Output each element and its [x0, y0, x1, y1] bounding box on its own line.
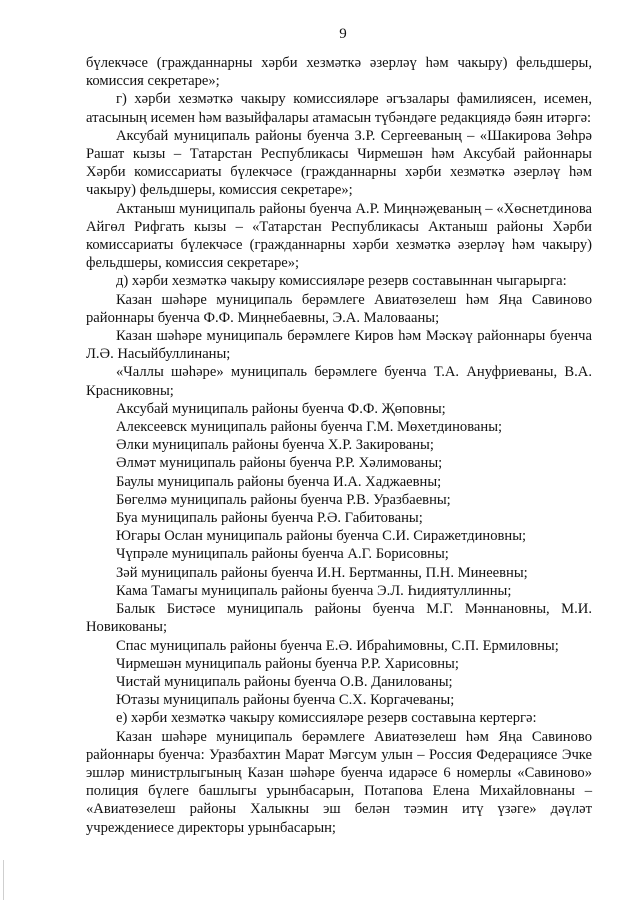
paragraph: Чистай муниципаль районы буенча О.В. Данилованы;: [116, 673, 453, 690]
paragraph: Спас муниципаль районы буенча Е.Ә. Ибраһимовны, С.П. Ермиловны;: [116, 637, 559, 654]
paragraph: Аксубай муниципаль районы буенча Ф.Ф. Җөповны;: [116, 400, 446, 417]
paragraph: Буа муниципаль районы буенча Р.Ә. Габитованы;: [116, 510, 423, 527]
paragraph: Әлки муниципаль районы буенча Х.Р. Закированы;: [116, 437, 434, 454]
page-number: 9: [339, 26, 347, 42]
paragraph: Казан шәһәре муниципаль берәмлеге Авиатөзелеш һәм Яңа Савиново районнары буенча: Уразбахтин Марат Мәгсум улын – Россия Федерациясе Эчке эшләр министрлыгының Казан шәһәре буенча идарәсе 6 номерлы «Савиново» полиция бүлеге башлыгы урынбасарын, Потапова Елена Михайловнаны – «Авиатөзелеш районы Халыкны эш белән тәэмин итү үзәге» дәүләт учреждениесе директоры урынбасарын;: [86, 728, 592, 836]
paragraph: Аксубай муниципаль районы буенча З.Р. Сергееваның – «Шакирова Зөһрә Рашат кызы – Татарстан Республикасы Чирмешән һәм Аксубай районнары Хәрби комиссариаты бүлекчәсе (гражданнарны хәрби хезмәткә әзерләү һәм чакыру) фельдшеры, комиссия секретаре»;: [86, 127, 592, 199]
paragraph: Чирмешән муниципаль районы буенча Р.Р. Харисовны;: [116, 655, 459, 672]
paragraph: Казан шәһәре муниципаль берәмлеге Авиатөзелеш һәм Яңа Савиново районнары буенча Ф.Ф. Миңнебаевны, Э.А. Маловааны;: [86, 291, 592, 326]
paragraph: д) хәрби хезмәткә чакыру комиссияләре резерв составыннан чыгарырга:: [116, 273, 567, 290]
paragraph: Югары Ослан муниципаль районы буенча С.И. Сиражетдиновны;: [116, 528, 527, 545]
paragraph: Зәй муниципаль районы буенча И.Н. Бертманны, П.Н. Минеевны;: [116, 564, 528, 581]
paragraph: «Чаллы шәһәре» муниципаль берәмлеге буенча Т.А. Ануфриеваны, В.А. Красниковны;: [86, 364, 592, 399]
paragraph: Казан шәһәре муниципаль берәмлеге Киров һәм Мәскәү районнары буенча Л.Ә. Насыйбуллинаны;: [86, 328, 592, 363]
paragraph: е) хәрби хезмәткә чакыру комиссияләре резерв составына кертергә:: [116, 710, 537, 727]
document-page: [86, 24, 592, 837]
paragraph: Бөгелмә муниципаль районы буенча Р.В. Уразбаевны;: [116, 491, 451, 508]
paragraph: Әлмәт муниципаль районы буенча Р.Р. Хәлимованы;: [116, 455, 443, 472]
paragraph: бүлекчәсе (гражданнарны хәрби хезмәткә әзерләү һәм чакыру) фельдшеры, комиссия секретаре»;: [86, 55, 592, 90]
paragraph: Балык Бистәсе муниципаль районы буенча М.Г. Мәннановны, М.И. Новикованы;: [86, 601, 592, 636]
paragraph: Кама Тамагы муниципаль районы буенча Э.Л. Һидиятуллинны;: [116, 582, 512, 599]
scan-margin-mark: [3, 860, 4, 900]
document-body: [86, 54, 592, 837]
paragraph: Чүпрәле муниципаль районы буенча А.Г. Борисовны;: [116, 546, 449, 563]
paragraph: г) хәрби хезмәткә чакыру комиссияләре әгъзалары фамилиясен, исемен, атасының исемен һәм вазыйфалары атамасын түбәндәге редакциядә бәян итәргә:: [86, 91, 592, 126]
paragraph: Ютазы муниципаль районы буенча С.Х. Коргачеваны;: [116, 692, 455, 709]
paragraph: Баулы муниципаль районы буенча И.А. Хаджаевны;: [116, 473, 442, 490]
paragraph: Актаныш муниципаль районы буенча А.Р. Миңнәҗеваның – «Хөснетдинова Айгөл Рифгать кызы – «Татарстан Республикасы Актаныш районы Хәрби комиссариаты бүлекчәсе (гражданнарны хәрби хезмәткә әзерләү һәм чакыру) фельдшеры, комиссия секретаре»;: [86, 200, 592, 272]
paragraph: Алексеевск муниципаль районы буенча Г.М. Мөхетдинованы;: [116, 419, 503, 436]
